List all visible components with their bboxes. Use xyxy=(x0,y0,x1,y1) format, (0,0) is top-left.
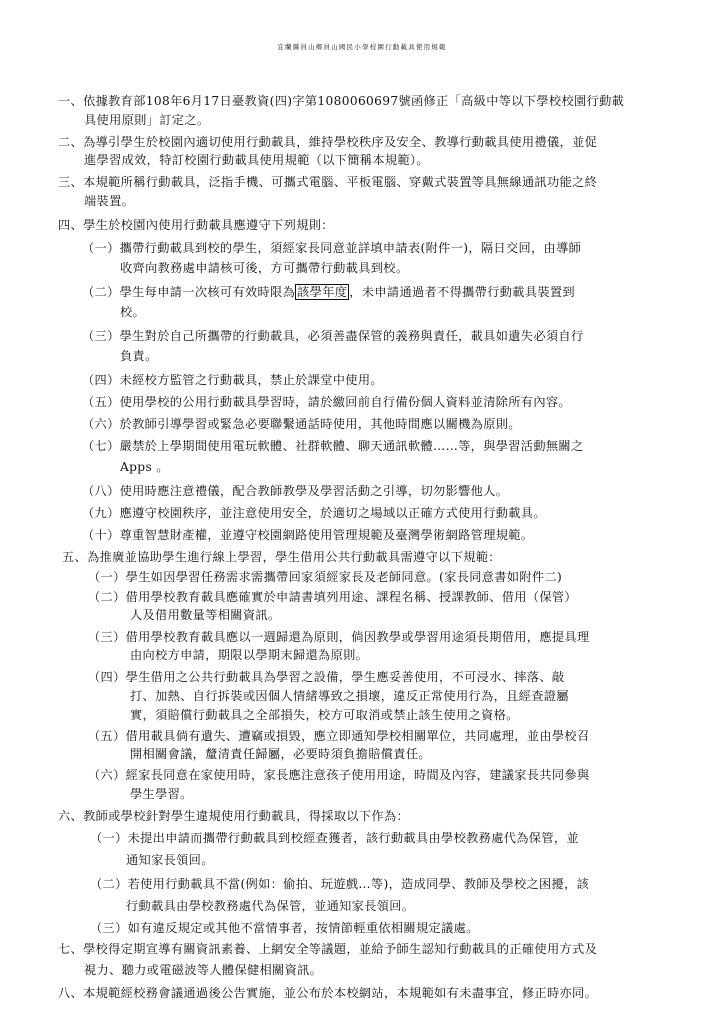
section-6-item-1-line-1: （一）未提出申請而攜帶行動載具到校經查獲者，該行動載具由學校教務處代為保管，並 xyxy=(90,831,579,845)
section-5-heading: 五、為推廣並協助學生進行線上學習，學生借用公共行動載具需遵守以下規範： xyxy=(62,550,501,564)
section-4-item-8: （八）使用時應注意禮儀，配合教師教學及學習活動之引導，切勿影響他人。 xyxy=(82,484,509,498)
section-6-item-2-line-2: 行動載具由學校教務處代為保管，並通知家長領回。 xyxy=(126,899,415,913)
section-4-item-7-line-2: Apps 。 xyxy=(120,460,169,474)
section-4-item-3-line-1: （三）學生對於自己所攜帶的行動載具，必須善盡保管的義務與責任，載具如遺失必須自行 xyxy=(82,329,584,343)
section-4-item-1-line-1: （一）攜帶行動載具到校的學生，須經家長同意並詳填申請表(附件一)，隔日交回，由導師 xyxy=(82,241,582,255)
section-5-item-5-line-2: 開相關會議，釐清責任歸屬，必要時須負擔賠償責任。 xyxy=(130,747,431,761)
section-4-item-6: （六）於教師引導學習或緊急必要聯繫通話時使用，其他時間應以關機為原則。 xyxy=(82,417,521,431)
item-2-prefix: （二）學生每申請一次核可有效時限為 xyxy=(82,285,296,299)
section-2-line-1: 二、為導引學生於校園內適切使用行動載具，維持學校秩序及安全、教導行動載具使用禮儀，並促 xyxy=(58,135,598,149)
section-1-line-1: 一、依據教育部108年6月17日臺教資(四)字第1080060697號函修正「高級中等以下學校校園行動載 xyxy=(58,94,625,108)
section-4-item-5: （五）使用學校的公用行動載具學習時，請於繳回前自行備份個人資料並清除所有內容。 xyxy=(82,395,571,409)
section-3-line-2: 端裝置。 xyxy=(84,194,135,208)
section-2-line-2: 進學習成效，特訂校園行動載具使用規範（以下簡稱本規範）。 xyxy=(84,153,429,167)
section-5-item-3-line-2: 由向校方申請，期限以學期末歸還為原則。 xyxy=(130,648,369,662)
section-4-item-1-line-2: 收齊向教務處申請核可後，方可攜帶行動載具到校。 xyxy=(120,261,409,275)
section-3-line-1: 三、本規範所稱行動載具，泛指手機、可攜式電腦、平板電腦、穿戴式裝置等具無線通訊功能之終 xyxy=(58,175,598,189)
section-7-line-2: 視力、聽力或電磁波等人體保健相關資訊。 xyxy=(84,963,323,977)
section-4-item-9: （九）應遵守校園秩序，並注意使用安全，於適切之場域以正確方式使用行動載具。 xyxy=(82,506,546,520)
section-6-item-3: （三）如有違反規定或其他不當情事者，按情節輕重依相關規定議處。 xyxy=(90,921,479,935)
section-5-item-5-line-1: （五）借用載具倘有遺失、遭竊或損毀，應立即通知學校相關單位，共同處理，並由學校召 xyxy=(88,729,590,743)
section-5-item-4-line-2: 打、加熱、自行拆裝或因個人情緒導致之損壞，違反正常使用行為，且經查證屬 xyxy=(130,689,569,703)
section-5-item-6-line-1: （六）經家長同意在家使用時，家長應注意孩子使用用途，時間及內容，建議家長共同參與 xyxy=(88,768,590,782)
section-5-item-1: （一）學生如因學習任務需求需攜帶回家須經家長及老師同意。(家長同意書如附件二) xyxy=(88,570,563,584)
section-1-line-2: 具使用原則」訂定之。 xyxy=(84,113,210,127)
section-5-item-4-line-1: （四）學生借用之公共行動載具為學習之設備，學生應妥善使用，不可浸水、摔落、敲 xyxy=(88,670,565,684)
section-4-item-3-line-2: 負責。 xyxy=(120,349,158,363)
section-6-item-1-line-2: 通知家長領回。 xyxy=(126,853,214,867)
section-5-item-2-line-1: （二）借用學校教育載具應確實於申請書填列用途、課程名稱、授課教師、借用（保管） xyxy=(88,590,577,604)
section-6-heading: 六、教師或學校針對學生違規使用行動載具，得採取以下作為： xyxy=(58,809,410,823)
document-title: 宜蘭縣員山鄉員山國民小學校園行動載具使用規範 xyxy=(277,43,447,51)
item-2-suffix: ，未申請通過者不得攜帶行動載具裝置到 xyxy=(349,285,575,299)
section-4-item-10: （十）尊重智慧財產權，並遵守校園網路使用管理規範及臺灣學術網路管理規範。 xyxy=(82,528,534,542)
section-4-item-4: （四）未經校方監管之行動載具，禁止於課堂中使用。 xyxy=(82,373,383,387)
section-5-item-4-line-3: 實，須賠償行動載具之全部損失，校方可取消或禁止該生使用之資格。 xyxy=(130,708,519,722)
section-4-item-2-line-2: 校。 xyxy=(120,305,146,319)
section-4-item-7-line-1: （七）嚴禁於上學期間使用電玩軟體、社群軟體、聊天通訊軟體……等，與學習活動無關之 xyxy=(82,439,584,453)
section-4-item-2-line-1 xyxy=(82,284,575,300)
school-year-boxed-term: 該學年度 xyxy=(297,285,348,299)
section-7-line-1: 七、學校得定期宣導有關資訊素養、上網安全等議題，並給予師生認知行動載具的正確使用方式及 xyxy=(58,942,598,956)
section-5-item-2-line-2: 人及借用數量等相關資訊。 xyxy=(130,608,281,622)
section-6-item-2-line-1: （二）若使用行動載具不當(例如：偷拍、玩遊戲…等)，造成同學、教師及學校之困擾，該 xyxy=(90,877,590,891)
section-8-line-1: 八、本規範經校務會議通過後公告實施，並公布於本校網站，本規範如有未盡事宜，修正時亦同。 xyxy=(58,986,598,1000)
section-5-item-3-line-1: （三）借用學校教育載具應以一週歸還為原則，倘因教學或學習用途須長期借用，應提具理 xyxy=(88,630,590,644)
section-5-item-6-line-2: 學生學習。 xyxy=(130,787,193,801)
section-4-heading: 四、學生於校園內使用行動載具應遵守下列規則： xyxy=(58,218,334,232)
